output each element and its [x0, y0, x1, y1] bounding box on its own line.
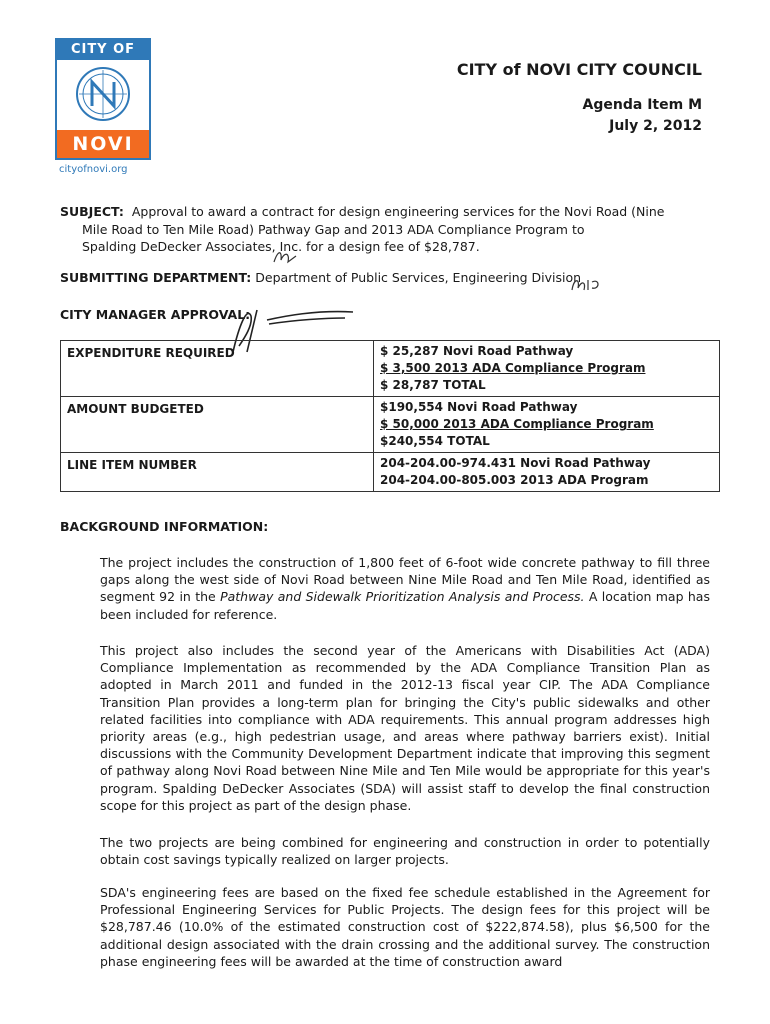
- value-line: $240,554 TOTAL: [380, 434, 490, 448]
- expenditure-label: EXPENDITURE REQUIRED: [61, 341, 374, 397]
- logo-top-text: CITY OF: [57, 40, 149, 60]
- submitting-department: [60, 270, 581, 285]
- agenda-item: Agenda Item M: [582, 97, 702, 113]
- value-line: 204-204.00-805.003 2013 ADA Program: [380, 473, 649, 487]
- meeting-date: July 2, 2012: [609, 118, 702, 134]
- city-seal-icon: [75, 66, 131, 122]
- subject-line-3: Spalding DeDecker Associates, Inc. for a design fee of $28,787.: [82, 239, 480, 254]
- background-paragraph-1: [100, 554, 710, 623]
- subject-label: SUBJECT:: [60, 204, 124, 219]
- value-line: $190,554 Novi Road Pathway: [380, 400, 578, 414]
- background-heading: BACKGROUND INFORMATION:: [60, 519, 269, 534]
- table-row: [61, 397, 720, 453]
- website-link[interactable]: cityofnovi.org: [59, 164, 128, 175]
- paragraph-text: The project includes the construction of 1,800 feet of 6-foot wide concrete pathway to fill three gaps along the west side of Novi Road between Nine Mile Road and Ten Mile Road, identified as segment 92 in the: [100, 555, 710, 605]
- department-value: Department of Public Services, Engineering Division: [255, 270, 582, 285]
- logo-bottom-text: NOVI: [57, 130, 149, 158]
- line-item-label: LINE ITEM NUMBER: [61, 453, 374, 492]
- table-row: [61, 341, 720, 397]
- value-line: $ 3,500 2013 ADA Compliance Program: [380, 361, 646, 375]
- background-paragraph-3: The two projects are being combined for engineering and construction in order to potentially obtain cost savings typically realized on larger projects.: [100, 835, 710, 868]
- city-manager-approval-label: CITY MANAGER APPROVAL:: [60, 307, 251, 322]
- financial-table: [60, 340, 720, 492]
- subject-block: [60, 203, 715, 256]
- value-line: 204-204.00-974.431 Novi Road Pathway: [380, 456, 651, 470]
- table-row: [61, 453, 720, 492]
- city-logo: [55, 38, 151, 175]
- background-paragraph-4: SDA's engineering fees are based on the fixed fee schedule established in the Agreement for Professional Engineering Services for Public Projects. The design fees for this project will be $28,787.46 (10.0% of the estimated construction cost of $222,874.58), plus $6,500 for the additional design associated with the drain crossing and the additional survey. The construction phase engineering fees will be awarded at the time of construction award: [100, 885, 710, 969]
- logo-badge: [55, 38, 151, 160]
- expenditure-values: [374, 341, 720, 397]
- paragraph-text: A location map has been included for reference.: [100, 589, 710, 622]
- department-label: SUBMITTING DEPARTMENT:: [60, 270, 252, 285]
- handwritten-initials-icon: [272, 248, 298, 266]
- budgeted-values: [374, 397, 720, 453]
- page-title: CITY of NOVI CITY COUNCIL: [456, 60, 702, 79]
- background-paragraph-2: This project also includes the second year of the Americans with Disabilities Act (ADA) Compliance Implementation as recommended by the ADA Compliance Transition Plan as adopted in March 2011 and funded in the 2012-13 fiscal year CIP. The ADA Compliance Transition Plan provides a long-term plan for bringing the City's public sidewalks and other related facilities into compliance with ADA requirements. This annual program addresses high priority areas (e.g., high pedestrian usage, and areas where pathway barriers exist). Initial discussions with the Community Development Department indicate that improving this segment of pathway along Novi Road between Nine Mile and Ten Mile would be appropriate for this year's program. Spalding DeDecker Associates (SDA) will assist staff to develop the final construction scope for this project as part of the design phase.: [100, 643, 710, 813]
- subject-line-2: Mile Road to Ten Mile Road) Pathway Gap and 2013 ADA Compliance Program to: [82, 221, 585, 237]
- value-line: $ 28,787 TOTAL: [380, 378, 486, 392]
- budgeted-label: AMOUNT BUDGETED: [61, 397, 374, 453]
- handwritten-initials-icon: [570, 274, 604, 294]
- value-line: $ 50,000 2013 ADA Compliance Program: [380, 417, 654, 431]
- value-line: $ 25,287 Novi Road Pathway: [380, 344, 574, 358]
- document-title-reference: Pathway and Sidewalk Prioritization Analysis and Process.: [220, 589, 585, 605]
- line-item-values: [374, 453, 720, 492]
- subject-line-1: Approval to award a contract for design engineering services for the Novi Road (Nine: [131, 204, 665, 219]
